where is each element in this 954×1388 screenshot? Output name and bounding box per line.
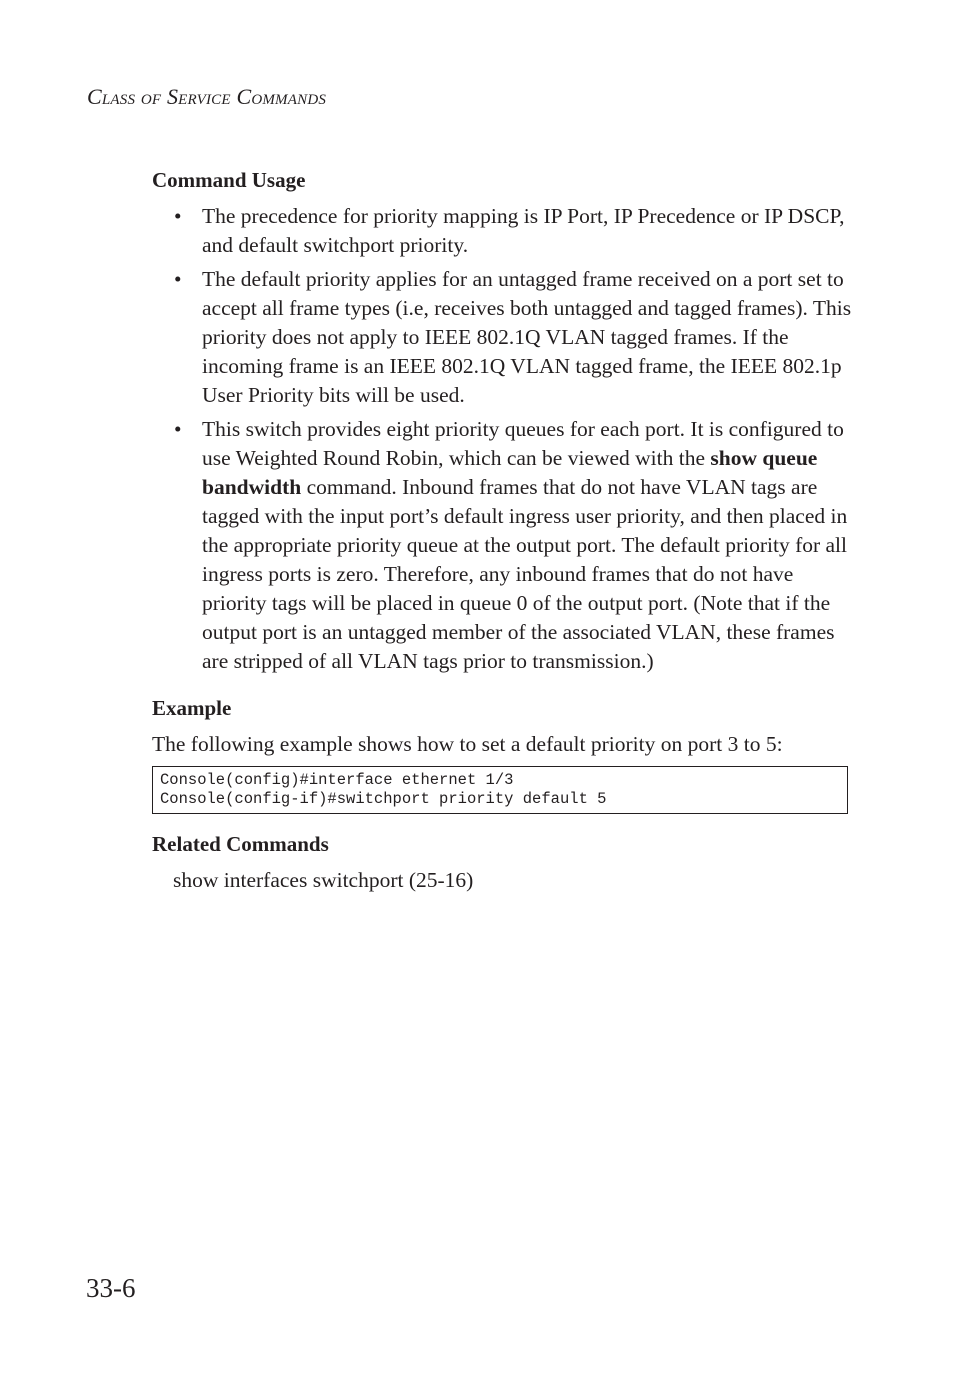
- usage-item-2: [152, 265, 852, 410]
- bullet-icon: •: [174, 417, 182, 441]
- running-header: Class of Service Commands: [87, 84, 327, 109]
- related-commands-heading: Related Commands: [152, 832, 329, 856]
- related-command-link[interactable]: show interfaces switchport (25-16): [173, 868, 474, 892]
- usage-item-text: The precedence for priority mapping is IP Port, IP Precedence or IP DSCP, and default switchport priority.: [202, 204, 845, 257]
- usage-item-1: [152, 202, 852, 260]
- page-content: [152, 166, 852, 895]
- example-intro: The following example shows how to set a default priority on port 3 to 5:: [152, 732, 783, 756]
- bullet-icon: •: [174, 267, 182, 291]
- usage-item-text-before: This switch provides eight priority queues for each port. It is configured to use Weighted Round Robin, which can be viewed with the: [202, 417, 844, 470]
- code-block: [152, 766, 848, 814]
- bullet-icon: •: [174, 204, 182, 228]
- page-number: 33-6: [86, 1273, 136, 1303]
- usage-item-3: [152, 415, 852, 676]
- command-name-bold: show queue bandwidth: [202, 446, 818, 499]
- usage-item-text-after: command. Inbound frames that do not have VLAN tags are tagged with the input port’s default ingress user priority, and then placed in the appropriate priority queue at the output port. The default priority for all ingress ports is zero. Therefore, any inbound frames that do not have priority tags will be placed in queue 0 of the output port. (Note that if the output port is an untagged member of the associated VLAN, these frames are stripped of all VLAN tags prior to transmission.): [202, 475, 848, 673]
- command-usage-heading: Command Usage: [152, 168, 306, 192]
- usage-item-text: The default priority applies for an untagged frame received on a port set to accept all frame types (i.e, receives both untagged and tagged frames). This priority does not apply to IEEE 802.1Q VLAN tagged frames. If the incoming frame is an IEEE 802.1Q VLAN tagged frame, the IEEE 802.1p User Priority bits will be used.: [202, 267, 852, 407]
- command-usage-list: [152, 202, 852, 676]
- code-line: Console(config)#interface ethernet 1/3: [160, 771, 514, 789]
- code-line: Console(config-if)#switchport priority default 5: [160, 790, 607, 808]
- example-heading: Example: [152, 696, 232, 720]
